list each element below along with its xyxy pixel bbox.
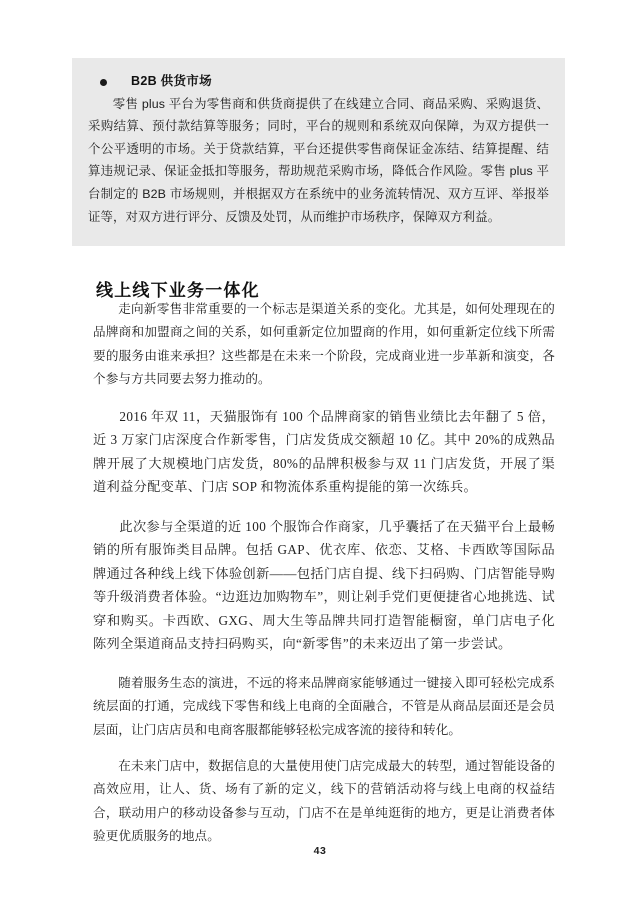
body-paragraph-2: 2016 年双 11，天猫服饰有 100 个品牌商家的销售业绩比去年翻了 5 倍，近 3 万家门店深度合作新零售，门店发货成交额超 10 亿。其中 20%的成熟品牌开展了大规模地门店发货，80%的品牌积极参与双 11 门店发货，开展了渠道利益分配变革、门店 SOP 和物流体系重构提能的第一次练兵。 — [93, 408, 555, 495]
callout-box — [72, 58, 565, 246]
bullet-point-icon — [100, 79, 107, 86]
section-heading: 线上线下业务一体化 — [96, 281, 260, 301]
body-paragraph-5: 在未来门店中，数据信息的大量使用使门店完成最大的转型，通过智能设备的高效应用，让人、货、场有了新的定义，线下的营销活动将与线上电商的权益结合，联动用户的移动设备参与互动，门店不在是单纯逛街的地方，更是让消费者体验更优质服务的地点。 — [93, 758, 555, 844]
callout-bullet-label: B2B 供货市场 — [131, 74, 212, 88]
body-column — [93, 298, 555, 849]
body-paragraph-3: 此次参与全渠道的近 100 个服饰合作商家，几乎囊括了在天猫平台上最畅销的所有服饰类目品牌。包括 GAP、优衣库、依恋、艾格、卡西欧等国际品牌通过各种线上线下体验创新——包括门店自提、线下扫码购、门店智能导购等升级消费者体验。“边逛边加购物车”，则让剁手党们更便捷省心地挑选、试穿和购买。卡西欧、GXG、周大生等品牌共同打造智能橱窗，单门店电子化陈列全渠道商品支持扫码购买，向“新零售”的未来迈出了第一步尝试。 — [93, 518, 555, 652]
callout-bullet-row — [100, 72, 551, 91]
body-paragraph-4: 随着服务生态的演进，不远的将来品牌商家能够通过一键接入即可轻松完成系统层面的打通，完成线下零售和线上电商的全面融合，不管是从商品层面还是会员层面，让门店店员和电商客服都能够轻松完成客流的接待和转化。 — [93, 675, 555, 737]
callout-paragraph: 零售 plus 平台为零售商和供货商提供了在线建立合同、商品采购、采购退货、采购结算、预付款结算等服务；同时，平台的规则和系统双向保障，为双方提供一个公平透明的市场。关于贷款结算，平台还提供零售商保证金冻结、结算提醒、结算违规记录、保证金抵扣等服务，帮助规范采购市场，降低合作风险。零售 plus 平台制定的 B2B 市场规则，并根据双方在系统中的业务流转情况、双方互评、举报举证等，对双方进行评分、反馈及处罚，从而维护市场秩序，保障双方利益。 — [88, 96, 549, 224]
page-number: 43 — [313, 845, 327, 857]
body-paragraph-1: 走向新零售非常重要的一个标志是渠道关系的变化。尤其是，如何处理现在的品牌商和加盟商之间的关系，如何重新定位加盟商的作用，如何重新定位线下所需要的服务由谁来承担？这些都是在未来一个阶段，完成商业进一步革新和演变，各个参与方共同要去努力推动的。 — [93, 302, 555, 387]
